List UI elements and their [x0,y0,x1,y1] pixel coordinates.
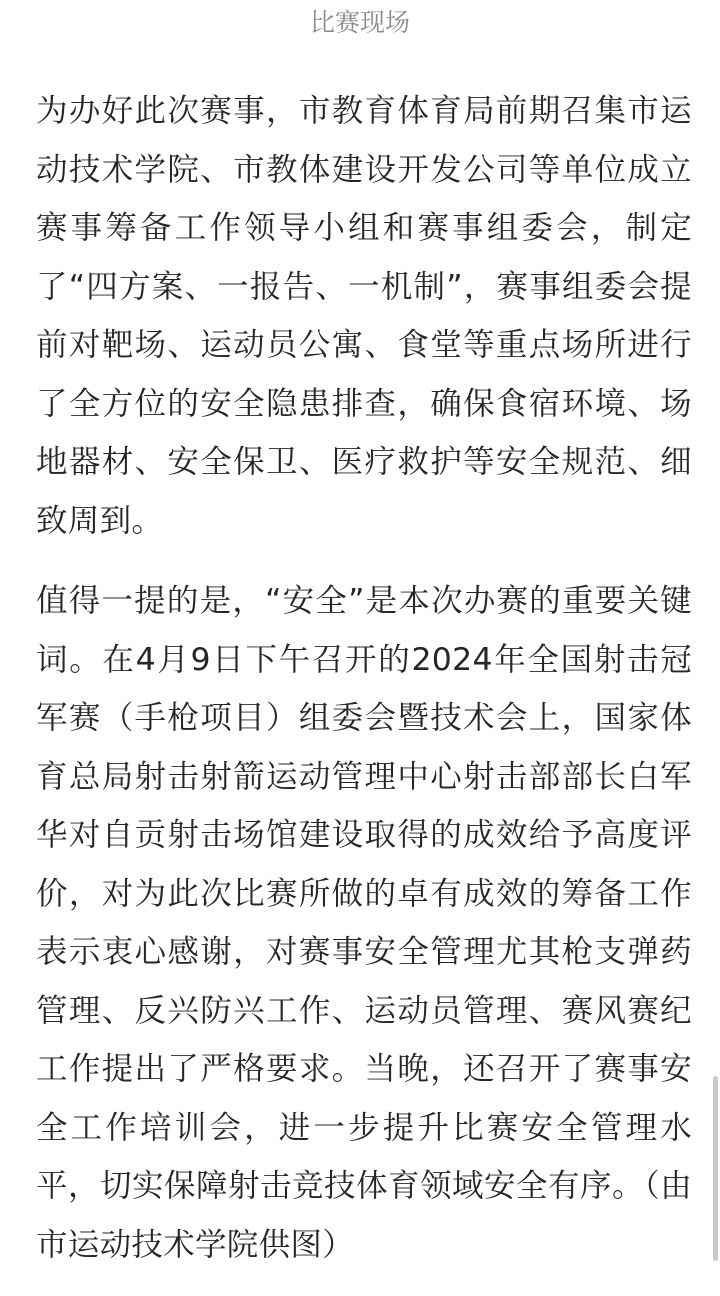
article-body [36,82,692,1296]
article-paragraph-1: 为办好此次赛事，市教育体育局前期召集市运动技术学院、市教体建设开发公司等单位成立赛事筹备工作领导小组和赛事组委会，制定了“四方案、一报告、一机制”，赛事组委会提前对靶场、运动员公寓、食堂等重点场所进行了全方位的安全隐患排查，确保食宿环境、场地器材、安全保卫、医疗救护等安全规范、细致周到。 [36,93,692,539]
image-caption: 比赛现场 [309,8,410,37]
article-paragraph-2: 值得一提的是，“安全”是本次办赛的重要关键词。在4月9日下午召开的2024年全国射击冠军赛（手枪项目）组委会暨技术会上，国家体育总局射击射箭运动管理中心射击部部长白军华对自贡射击场馆建设取得的成效给予高度评价，对为此次比赛所做的卓有成效的筹备工作表示衷心感谢，对赛事安全管理尤其枪支弹药管理、反兴防兴工作、运动员管理、赛风赛纪工作提出了严格要求。当晚，还召开了赛事安全工作培训会，进一步提升比赛安全管理水平，切实保障射击竞技体育领域安全有序。（由市运动技术学院供图） [36,583,692,1263]
scrollbar[interactable] [713,1076,718,1261]
